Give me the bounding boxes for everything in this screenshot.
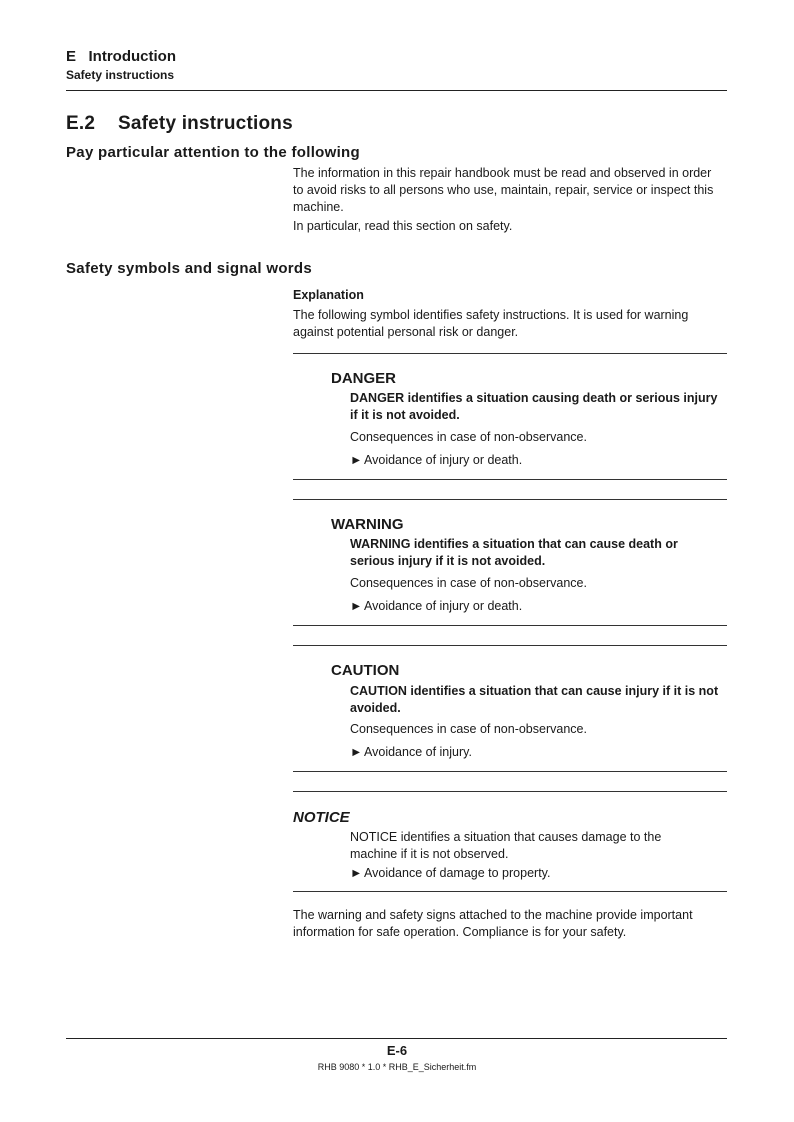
warning-top-rule bbox=[293, 499, 727, 500]
caution-signal-word: CAUTION bbox=[331, 662, 400, 679]
chapter-title: E Introduction bbox=[66, 48, 176, 65]
caution-consequence: Consequences in case of non-observance. bbox=[350, 722, 587, 736]
attention-paragraph-2: In particular, read this section on safety. bbox=[293, 219, 513, 233]
header-rule bbox=[66, 90, 727, 91]
warning-signal-word: WARNING bbox=[331, 516, 404, 533]
danger-avoidance bbox=[350, 453, 522, 467]
attention-heading: Pay particular attention to the following bbox=[66, 144, 360, 161]
arrow-right-icon: ► bbox=[350, 453, 363, 467]
page-number: E-6 bbox=[386, 1043, 408, 1058]
caution-bottom-rule bbox=[293, 771, 727, 772]
arrow-right-icon: ► bbox=[350, 866, 363, 880]
footer-filename: RHB 9080 * 1.0 * RHB_E_Sicherheit.fm bbox=[317, 1062, 477, 1072]
danger-definition: DANGER identifies a situation causing death or serious injury if it is not avoided. bbox=[350, 391, 718, 422]
danger-signal-word: DANGER bbox=[331, 370, 397, 387]
warning-avoidance-text: Avoidance of injury or death. bbox=[364, 599, 523, 613]
caution-definition: CAUTION identifies a situation that can cause injury if it is not avoided. bbox=[350, 684, 719, 715]
closing-paragraph: The warning and safety signs attached to the machine provide important information for safe operation. Compliance is for your safety. bbox=[293, 908, 693, 939]
notice-avoidance-text: Avoidance of damage to property. bbox=[364, 866, 551, 880]
warning-consequence: Consequences in case of non-observance. bbox=[350, 576, 587, 590]
notice-definition: NOTICE identifies a situation that causes damage to the machine if it is not observed. bbox=[350, 830, 662, 861]
chapter-subtitle: Safety instructions bbox=[66, 68, 175, 82]
warning-bottom-rule bbox=[293, 625, 727, 626]
danger-consequence: Consequences in case of non-observance. bbox=[350, 430, 587, 444]
danger-bottom-rule bbox=[293, 479, 727, 480]
footer-rule bbox=[66, 1038, 727, 1039]
caution-top-rule bbox=[293, 645, 727, 646]
warning-definition: WARNING identifies a situation that can cause death or serious injury if it is not avoided. bbox=[350, 537, 678, 568]
section-title-text: Safety instructions bbox=[118, 113, 293, 134]
arrow-right-icon: ► bbox=[350, 599, 363, 613]
explanation-label: Explanation bbox=[293, 288, 364, 302]
section-title bbox=[66, 113, 293, 135]
danger-avoidance-text: Avoidance of injury or death. bbox=[364, 453, 523, 467]
explanation-text: The following symbol identifies safety instructions. It is used for warning against potential personal risk or danger. bbox=[293, 308, 689, 339]
caution-avoidance-text: Avoidance of injury. bbox=[364, 745, 472, 759]
notice-top-rule bbox=[293, 791, 727, 792]
symbols-heading: Safety symbols and signal words bbox=[66, 260, 313, 277]
notice-signal-word: NOTICE bbox=[293, 809, 350, 826]
notice-bottom-rule bbox=[293, 891, 727, 892]
arrow-right-icon: ► bbox=[350, 745, 363, 759]
attention-paragraph: The information in this repair handbook must be read and observed in order to avoid risks to all persons who use, maintain, repair, service or inspect this machine. bbox=[293, 166, 714, 214]
notice-avoidance bbox=[350, 866, 550, 880]
caution-avoidance bbox=[350, 745, 472, 759]
warning-avoidance bbox=[350, 599, 522, 613]
section-number: E.2 bbox=[66, 113, 96, 134]
danger-top-rule bbox=[293, 353, 727, 354]
